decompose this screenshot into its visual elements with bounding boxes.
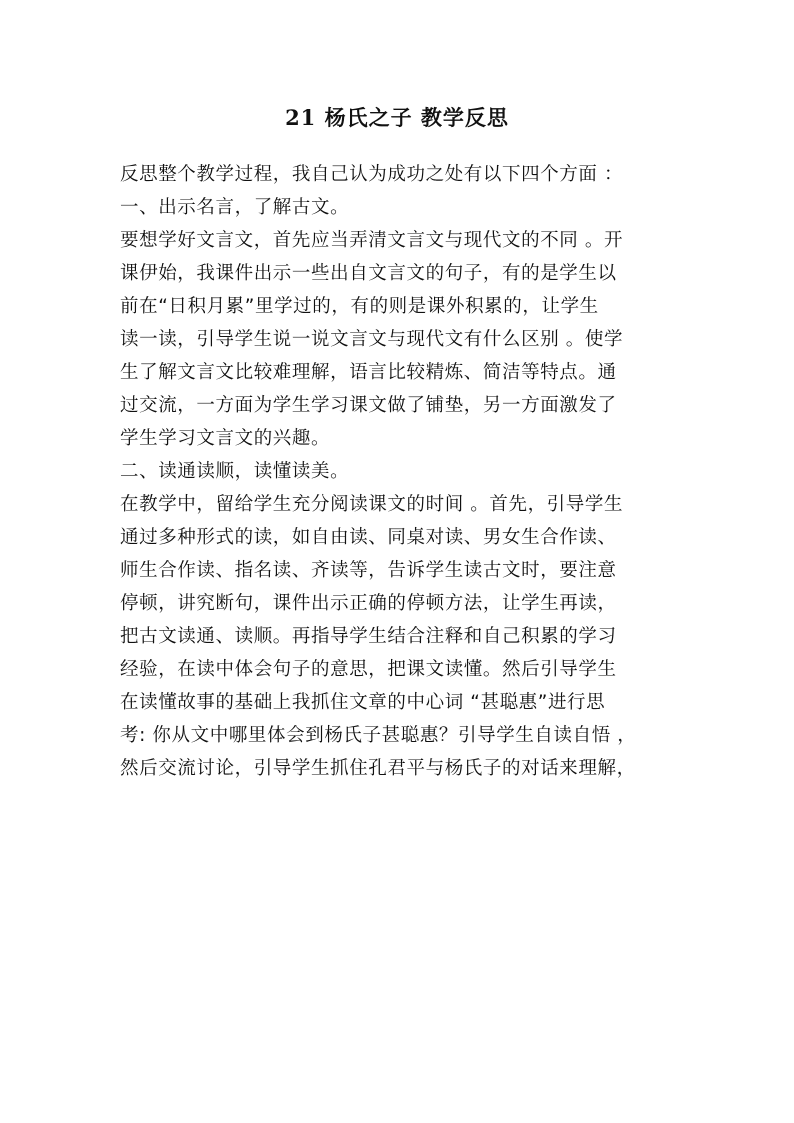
text-line: 要想学好文言文，首先应当弄清文言文与现代文的不同 。开 [120, 230, 624, 251]
text-line: 在读懂故事的基础上我抓住文章的中心词 “甚聪惠”进行思 [120, 692, 606, 713]
section-heading-2 [120, 455, 676, 488]
text-line: 读一读，引导学生说一说文言文与现代文有什么区别 。使学 [120, 329, 624, 350]
text-line: 过交流，一方面为学生学习课文做了铺垫，另一方面激发了 [120, 395, 617, 416]
text-line: 一、出示名言，了解古文。 [120, 197, 350, 218]
text-line: 学生学习文言文的兴趣。 [120, 428, 331, 449]
intro-paragraph [120, 158, 676, 191]
text-line: 生了解文言文比较难理解，语言比较精炼、简洁等特点。通 [120, 362, 617, 383]
text-line: 在教学中，留给学生充分阅读课文的时间 。首先，引导学生 [120, 494, 624, 515]
document-title: 21 杨氏之子 教学反思 [285, 105, 509, 130]
text-line: 前在“日积月累”里学过的，有的则是课外积累的，让学生 [120, 296, 599, 317]
text-line: 经验，在读中体会句子的意思，把课文读懂。然后引导学生 [120, 659, 617, 680]
text-line: 课伊始，我课件出示一些出自文言文的句子，有的是学生以 [120, 263, 617, 284]
text-line: 通过多种形式的读，如自由读、同桌对读、男女生合作读、 [120, 527, 617, 548]
text-line: 师生合作读、指名读、齐读等，告诉学生读古文时，要注意 [120, 560, 617, 581]
text-line: 停顿，讲究断句，课件出示正确的停顿方法，让学生再读， [120, 593, 617, 614]
section-1-paragraph [120, 224, 676, 455]
text-line: 反思整个教学过程，我自己认为成功之处有以下四个方面 ： [120, 164, 624, 185]
document-body [120, 158, 676, 785]
text-line: 然后交流讨论，引导学生抓住孔君平与杨氏子的对话来理解， [120, 758, 636, 779]
section-heading-1 [120, 191, 676, 224]
text-line: 考: 你从文中哪里体会到杨氏子甚聪惠？引导学生自读自悟 ， [120, 725, 637, 746]
text-line: 二、读通读顺，读懂读美。 [120, 461, 350, 482]
text-line: 把古文读通、读顺。再指导学生结合注释和自己积累的学习 [120, 626, 617, 647]
section-2-paragraph [120, 488, 676, 785]
